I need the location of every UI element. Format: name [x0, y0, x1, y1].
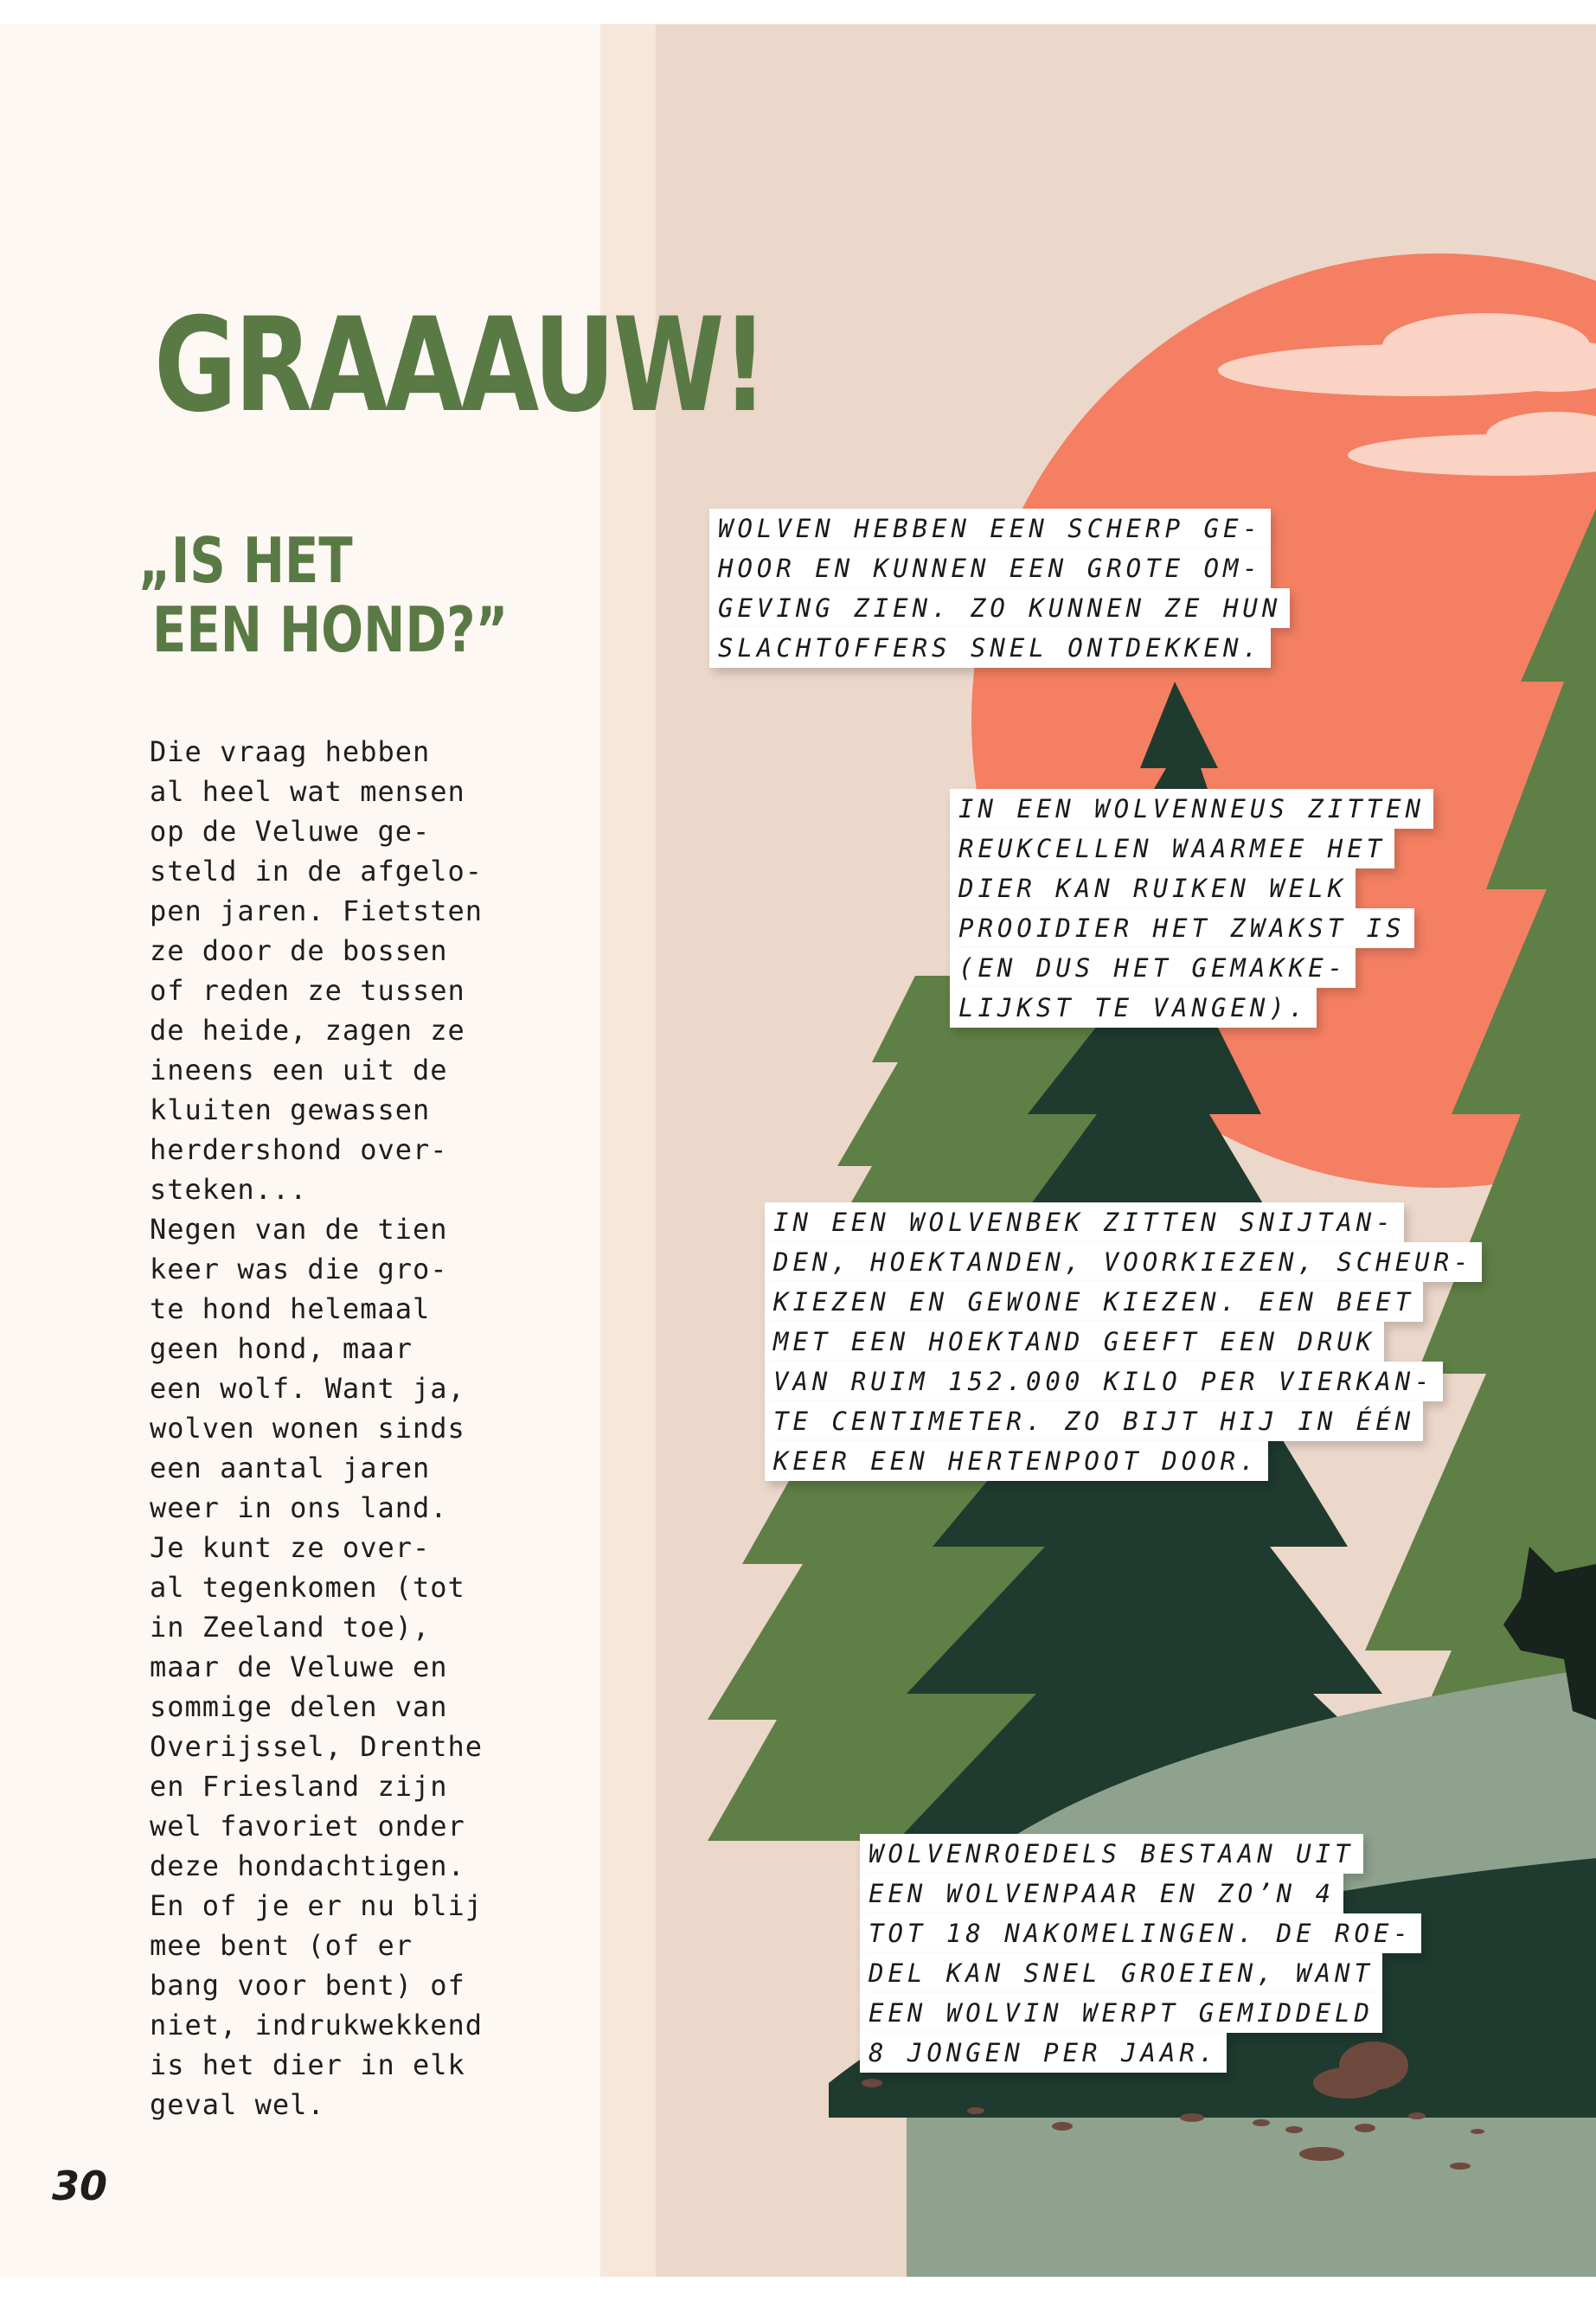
body-line: maar de Veluwe en	[150, 1650, 448, 1683]
body-line: geval wel.	[150, 2088, 325, 2121]
fact-line: TOT 18 NAKOMELINGEN. DE ROE-	[860, 1913, 1421, 1953]
body-line: wel favoriet onder	[150, 1810, 465, 1843]
body-line: pen jaren. Fietsten	[150, 894, 484, 927]
body-line: een wolf. Want ja,	[150, 1372, 465, 1405]
subtitle-line: „IS HET	[138, 524, 353, 597]
fact-line: GEVING ZIEN. ZO KUNNEN ZE HUN	[709, 588, 1290, 628]
fact-box-hearing	[709, 509, 1290, 668]
body-line: En of je er nu blij	[150, 1889, 484, 1922]
body-line: een aantal jaren	[150, 1452, 431, 1484]
body-line: al heel wat mensen	[150, 775, 465, 808]
body-line: Negen van de tien	[150, 1213, 448, 1246]
body-line: sommige delen van	[150, 1690, 448, 1723]
fact-line: KIEZEN EN GEWONE KIEZEN. EEN BEET	[765, 1282, 1423, 1322]
body-line: en Friesland zijn	[150, 1770, 448, 1803]
body-line: weer in ons land.	[150, 1491, 448, 1524]
body-line: te hond helemaal	[150, 1292, 431, 1325]
fact-box-smell	[950, 789, 1433, 1028]
fact-line: (EN DUS HET GEMAKKE-	[950, 948, 1356, 988]
fact-line: WOLVENROEDELS BESTAAN UIT	[860, 1834, 1363, 1874]
fact-box-teeth	[765, 1202, 1482, 1481]
body-line: bang voor bent) of	[150, 1969, 465, 2002]
body-line: Die vraag hebben	[150, 735, 431, 768]
fact-line: IN EEN WOLVENBEK ZITTEN SNIJTAN-	[765, 1202, 1404, 1242]
body-line: deze hondachtigen.	[150, 1849, 465, 1882]
fact-line: HOOR EN KUNNEN EEN GROTE OM-	[709, 548, 1271, 588]
page-subtitle	[138, 526, 508, 664]
fact-line: KEER EEN HERTENPOOT DOOR.	[765, 1441, 1268, 1481]
magazine-page	[0, 24, 1596, 2277]
body-line: steken...	[150, 1173, 308, 1206]
fact-line: REUKCELLEN WAARMEE HET	[950, 829, 1394, 868]
fact-line: VAN RUIM 152.000 KILO PER VIERKAN-	[765, 1362, 1443, 1401]
body-line: niet, indrukwekkend	[150, 2009, 484, 2041]
body-line: in Zeeland toe),	[150, 1611, 431, 1644]
fact-line: LIJKST TE VANGEN).	[950, 988, 1317, 1028]
fact-line: DIER KAN RUIKEN WELK	[950, 868, 1356, 908]
page-number: 30	[52, 2163, 108, 2209]
body-line: kluiten gewassen	[150, 1093, 431, 1126]
body-line: al tegenkomen (tot	[150, 1571, 465, 1604]
fact-box-packs	[860, 1834, 1421, 2073]
body-line: de heide, zagen ze	[150, 1014, 465, 1047]
fact-line: IN EEN WOLVENNEUS ZITTEN	[950, 789, 1433, 829]
fact-line: WOLVEN HEBBEN EEN SCHERP GE-	[709, 509, 1271, 548]
body-line: wolven wonen sinds	[150, 1412, 465, 1445]
fact-line: MET EEN HOEKTAND GEEFT EEN DRUK	[765, 1322, 1384, 1362]
fact-line: EEN WOLVIN WERPT GEMIDDELD	[860, 1993, 1382, 2033]
body-line: herdershond over-	[150, 1133, 448, 1166]
body-line: op de Veluwe ge-	[150, 815, 431, 848]
fact-line: DEN, HOEKTANDEN, VOORKIEZEN, SCHEUR-	[765, 1242, 1482, 1282]
fact-line: 8 JONGEN PER JAAR.	[860, 2033, 1227, 2073]
page-title: GRAAAUW!	[154, 291, 766, 441]
body-line: mee bent (of er	[150, 1929, 413, 1962]
body-line: of reden ze tussen	[150, 974, 465, 1007]
body-paragraph	[150, 732, 548, 2125]
subtitle-line: EEN HOND?”	[152, 593, 509, 666]
body-line: geen hond, maar	[150, 1332, 413, 1365]
body-line: keer was die gro-	[150, 1253, 448, 1285]
fact-line: TE CENTIMETER. ZO BIJT HIJ IN ÉÉN	[765, 1401, 1423, 1441]
body-line: Overijssel, Drenthe	[150, 1730, 484, 1763]
body-line: Je kunt ze over-	[150, 1531, 431, 1564]
fact-line: DEL KAN SNEL GROEIEN, WANT	[860, 1953, 1382, 1993]
fact-line: SLACHTOFFERS SNEL ONTDEKKEN.	[709, 628, 1271, 668]
body-line: steld in de afgelo-	[150, 855, 484, 888]
fact-line: PROOIDIER HET ZWAKST IS	[950, 908, 1414, 948]
body-line: is het dier in elk	[150, 2048, 465, 2081]
body-line: ineens een uit de	[150, 1054, 448, 1086]
body-line: ze door de bossen	[150, 934, 448, 967]
fact-line: EEN WOLVENPAAR EN ZO’N 4	[860, 1874, 1343, 1913]
